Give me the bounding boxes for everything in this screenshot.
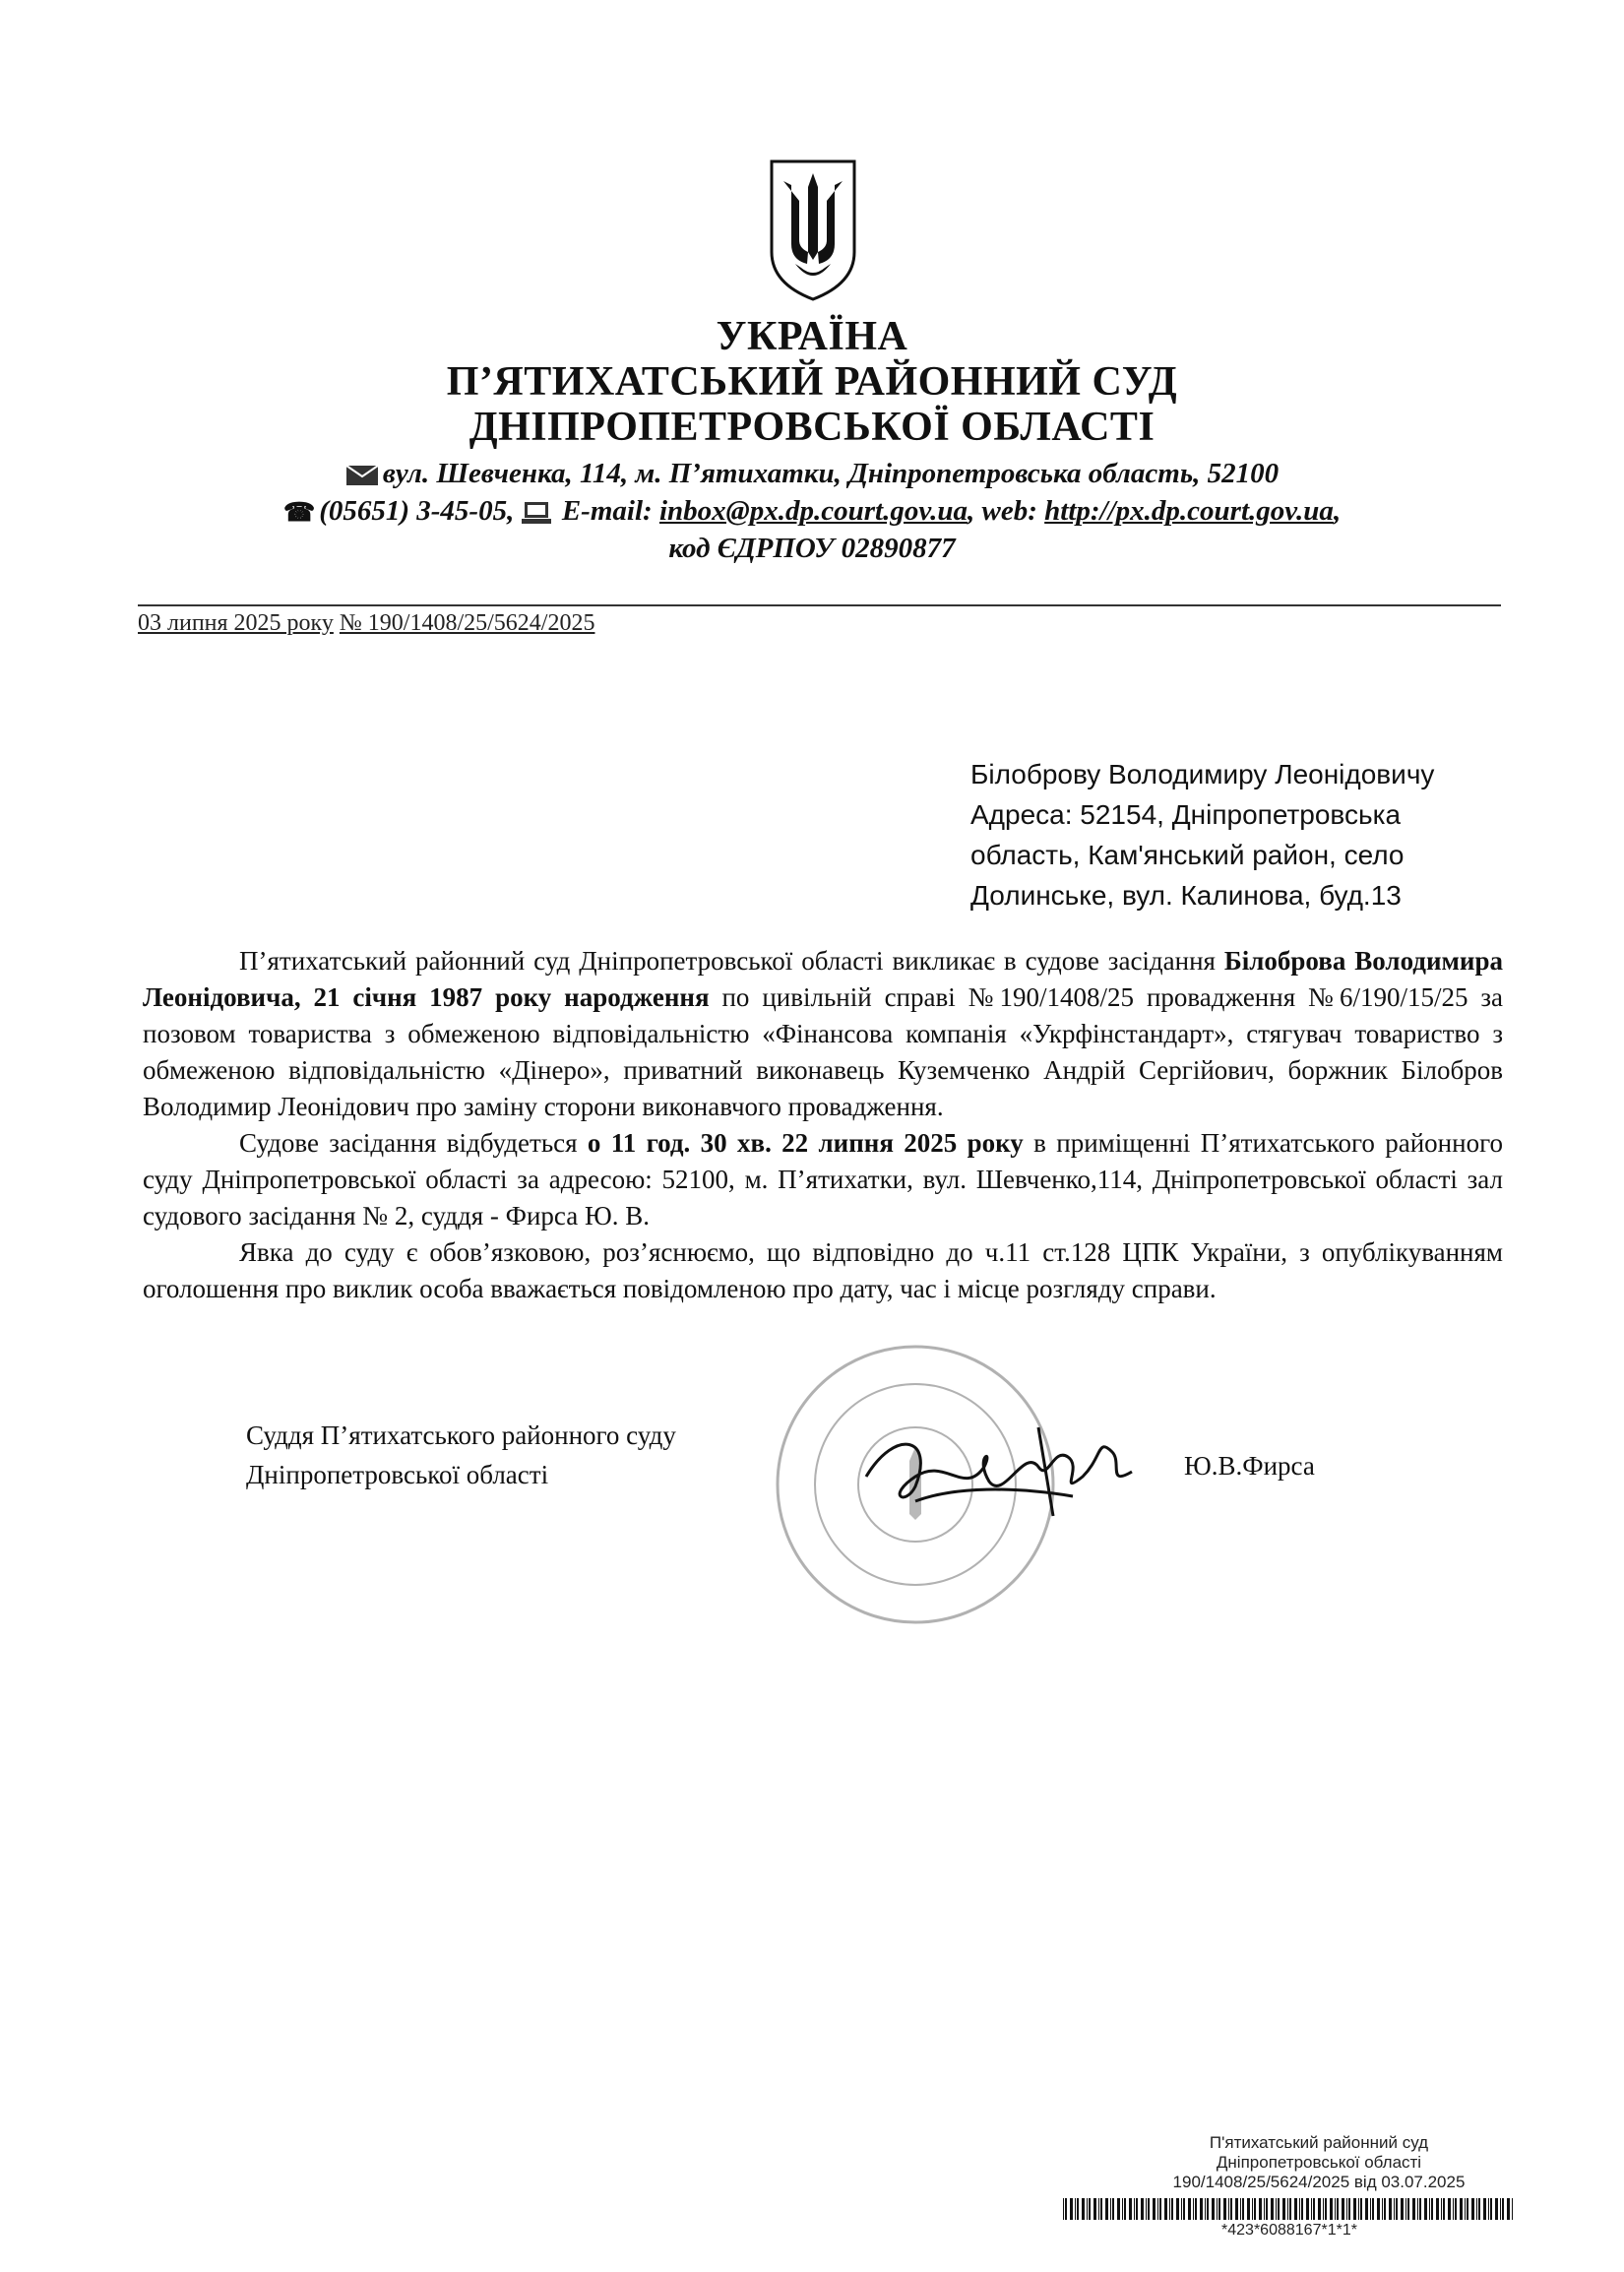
registration-region: Дніпропетровської області bbox=[1216, 2153, 1422, 2172]
header-court-name: П’ЯТИХАТСЬКИЙ РАЙОННИЙ СУД bbox=[446, 359, 1178, 405]
reference-date: 03 липня 2025 року bbox=[138, 610, 334, 636]
summons-paragraph-2 bbox=[143, 1125, 1503, 1234]
computer-icon bbox=[522, 501, 551, 525]
email-label: E-mail: bbox=[561, 495, 653, 527]
coat-of-arms-icon bbox=[766, 158, 860, 303]
barcode-text: *423*6088167*1*1* bbox=[1221, 2222, 1357, 2239]
email-link[interactable]: inbox@px.dp.court.gov.ua bbox=[658, 495, 968, 527]
reference-line bbox=[138, 610, 594, 637]
header-country: УКРАЇНА bbox=[716, 314, 908, 359]
p1-text-c: по цивільній справі №190/1408/25 провадження №6/190/15/25 за позовом товариства з обмеженою відповідальністю «Фінансова компанія «Укрфінстандарт», стягувач товариство з обмеженою відповідальністю «Дінеро», приватний виконавець Кузeмченко Андрій Сергійович, боржник Білобров Володимир Леонідович про заміну сторони виконавчого провадження. bbox=[143, 982, 1504, 1121]
envelope-icon bbox=[345, 465, 379, 486]
signature-title-line1: Суддя П’ятихатського районного суду bbox=[246, 1420, 676, 1450]
p1-defendant: Білоброва Володимира Леонідовича, 21 січня 1987 року народження bbox=[143, 946, 1503, 1012]
reference-number: № 190/1408/25/5624/2025 bbox=[339, 610, 595, 636]
addressee-address-1: Адреса: 52154, Дніпропетровська bbox=[970, 799, 1402, 830]
web-link[interactable]: http://px.dp.court.gov.ua bbox=[1044, 495, 1334, 527]
registration-number: 190/1408/25/5624/2025 від 03.07.2025 bbox=[1172, 2173, 1466, 2191]
header-divider bbox=[138, 604, 1501, 606]
p2-text-c: в приміщенні П’ятихатського районного суду Дніпропетровської області за адресою: 52100, м. П’ятихатки, вул. Шевченко,114, Дніпропетровської області зал судового засідання № 2, суддя - Фирса Ю. В. bbox=[143, 1128, 1503, 1231]
header-address-line bbox=[0, 455, 1624, 492]
addressee-address-3: Долинське, вул. Калинова, буд.13 bbox=[970, 880, 1402, 911]
phone-icon: ☎ bbox=[282, 498, 316, 528]
signature-title bbox=[246, 1416, 676, 1494]
addressee-block bbox=[970, 754, 1502, 915]
barcode bbox=[1063, 2198, 1516, 2220]
web-suffix: , bbox=[1333, 495, 1342, 527]
signature-name: Ю.В.Фирса bbox=[1184, 1451, 1315, 1481]
p2-text-a: Судове засідання відбудеться bbox=[239, 1128, 588, 1158]
summons-paragraph-3: Явка до суду є обов’язковою, роз’яснюємо, що відповідно до ч.11 ст.128 ЦПК України, з опублікуванням оголошення про виклик особа вважається повідомленою про дату, час і місце розгляду справи. bbox=[143, 1237, 1503, 1303]
addressee-name: Білоброву Володимиру Леонідовичу bbox=[970, 759, 1435, 789]
addressee-address-2: область, Кам'янський район, село bbox=[970, 840, 1405, 870]
p2-hearing-time: о 11 год. 30 хв. 22 липня 2025 року bbox=[587, 1128, 1024, 1158]
header-address: вул. Шевченка, 114, м. П’ятихатки, Дніпропетровська область, 52100 bbox=[382, 458, 1280, 489]
judge-signature bbox=[856, 1408, 1152, 1526]
summons-paragraph-1 bbox=[143, 943, 1503, 1125]
header-edrpou: код ЄДРПОУ 02890877 bbox=[668, 533, 956, 564]
registration-block bbox=[1112, 2133, 1526, 2192]
header-court-region: ДНІПРОПЕТРОВСЬКОЇ ОБЛАСТІ bbox=[468, 405, 1156, 450]
registration-court: П'ятихатський районний суд bbox=[1209, 2133, 1429, 2152]
header-contacts-line bbox=[0, 492, 1624, 532]
summons-body bbox=[143, 943, 1503, 1307]
header-phone: (05651) 3-45-05, bbox=[319, 495, 515, 527]
signature-title-line2: Дніпропетровської області bbox=[246, 1460, 549, 1489]
p1-text-a: П’ятихатський районний суд Дніпропетровської області викликає в судове засідання bbox=[239, 946, 1224, 976]
web-label: , web: bbox=[968, 495, 1037, 527]
